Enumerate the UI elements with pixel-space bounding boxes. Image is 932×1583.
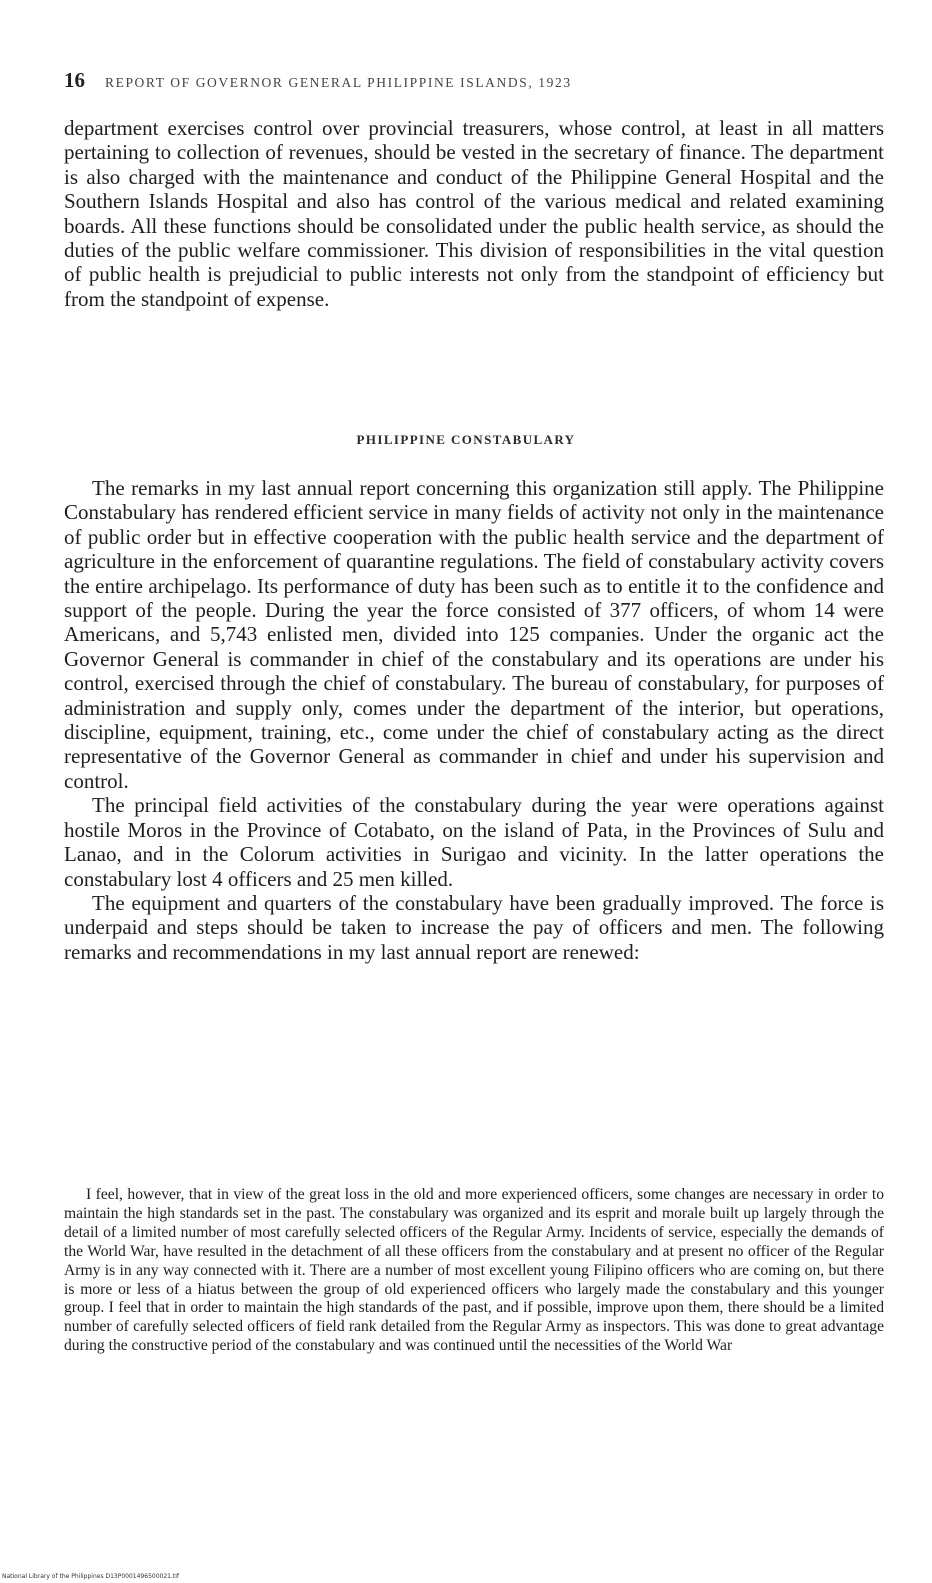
body-paragraph-2: The principal field activities of the constabulary during the year were operations against hostile Moros in the Province of Cotabato, on the island of Pata, in the Provinces of Sulu and Lanao, and in the Colorum activities in Surigao and vicinity. In the latter operations the constabulary lost 4 officers and 25 men killed. [64,793,884,891]
page-number: 16 [64,68,85,92]
quoted-text-block [64,1186,884,1356]
intro-paragraph: department exercises control over provincial treasurers, whose control, at least in all matters pertaining to collection of revenues, should be vested in the secretary of finance. The department is also charged with the maintenance and conduct of the Philippine General Hospital and the Southern Islands Hospital and also has control of the various medical and related examining boards. All these functions should be consolidated under the public health service, as should the duties of the public welfare commissioner. This division of responsibilities in the vital question of public health is prejudicial to public interests not only from the standpoint of efficiency but from the standpoint of expense. [64,116,884,311]
page-header [64,68,864,93]
body-paragraph-3: The equipment and quarters of the constabulary have been gradually improved. The force is underpaid and steps should be taken to increase the pay of officers and men. The following remarks and recommendations in my last annual report are renewed: [64,890,884,964]
section-heading: PHILIPPINE CONSTABULARY [356,432,576,447]
quoted-paragraph: I feel, however, that in view of the great loss in the old and more experienced officers, some changes are necessary in order to maintain the high standards set in the past. The constabulary was organized and its esprit and morale built up largely through the detail of a limited number of most carefully selected officers of the Regular Army. Incidents of service, especially the demands of the World War, have resulted in the detachment of all these officers from the constabulary and at present no officer of the Regular Army is in any way connected with it. There are a number of most excellent young Filipino officers who are coming on, but there is more or less of a hiatus between the group of old experienced officers who largely made the constabulary and this younger group. I feel that in order to maintain the high standards of the past, and if possible, improve upon them, there should be a limited number of carefully selected officers of field rank detailed from the Regular Army as inspectors. This was done to great advantage during the constructive period of the constabulary and was continued until the necessities of the World War [64,1186,884,1355]
running-title: REPORT OF GOVERNOR GENERAL PHILIPPINE ISLANDS, 1923 [105,75,572,90]
scan-footer: National Library of the Philippines D13P0001496500021.tif [2,1573,180,1580]
body-text-block [64,476,884,964]
intro-text-block [64,116,884,311]
body-paragraph-1: The remarks in my last annual report concerning this organization still apply. The Philippine Constabulary has rendered efficient service in many fields of activity not only in the maintenance of public order but in effective cooperation with the public health service and the department of agriculture in the enforcement of quarantine regulations. The field of constabulary activity covers the entire archipelago. Its performance of duty has been such as to entitle it to the confidence and support of the people. During the year the force consisted of 377 officers, of whom 14 were Americans, and 5,743 enlisted men, divided into 125 companies. Under the organic act the Governor General is commander in chief of the constabulary and its operations are under his control, exercised through the chief of constabulary. The bureau of constabulary, for purposes of administration and supply only, comes under the department of the interior, but operations, discipline, equipment, training, etc., come under the chief of constabulary acting as the direct representative of the Governor General as commander in chief and under his supervision and control. [64,476,884,793]
